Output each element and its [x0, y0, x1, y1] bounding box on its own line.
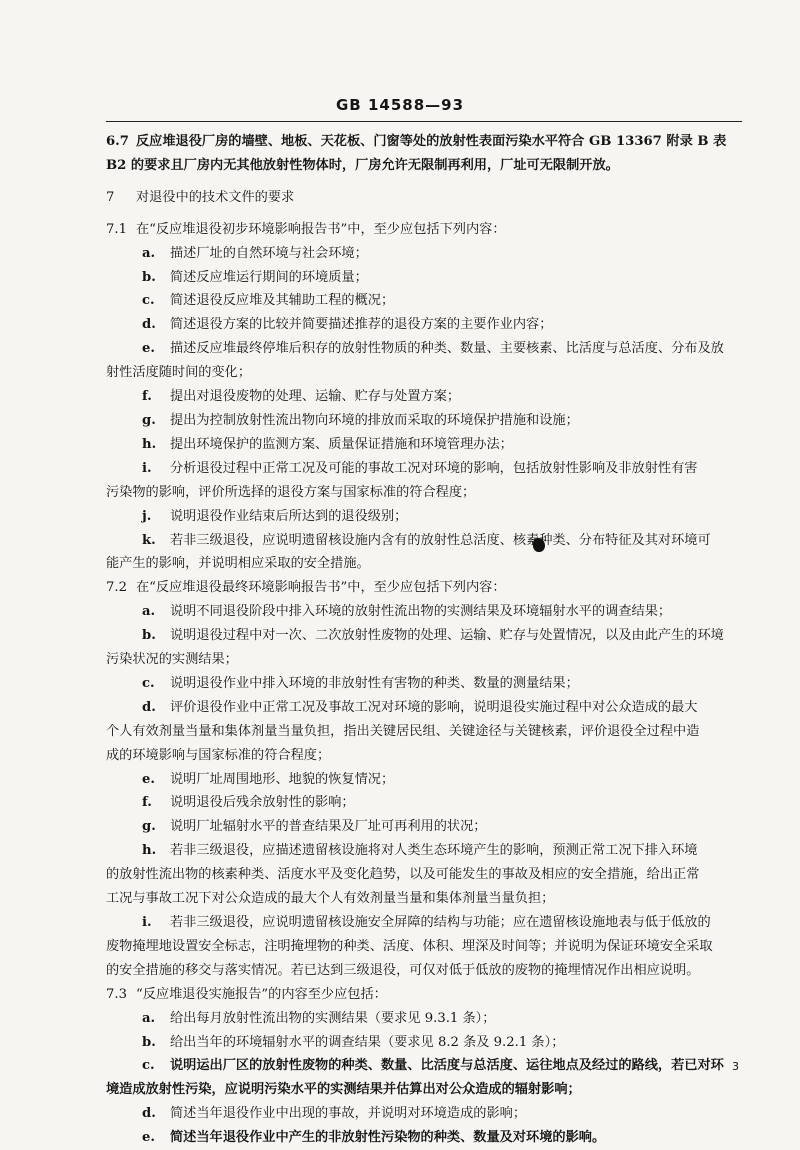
section-number: 7.3	[106, 986, 127, 1002]
list-item-line	[106, 768, 742, 792]
list-item-line	[106, 409, 742, 433]
list-item-label: i.	[142, 915, 152, 930]
list-item-label: i.	[142, 460, 152, 476]
list-item-line	[106, 457, 742, 481]
section-number: 7.2	[106, 580, 127, 596]
page-header: GB 14588—93	[335, 96, 465, 114]
section-7-2	[106, 576, 742, 982]
section-number: 7.1	[106, 221, 127, 237]
list-item-text: 工况与事故工况下对公众造成的最大个人有效剂量当量和集体剂量当量负担；	[106, 891, 555, 907]
list-item-label: c.	[142, 293, 155, 309]
list-item-line	[106, 863, 742, 887]
list-item-line	[106, 696, 742, 720]
list-item-line	[106, 600, 742, 624]
list-item-line	[106, 361, 742, 385]
list-item-text: 简述退役反应堆及其辅助工程的概况；	[170, 293, 395, 309]
section-intro	[106, 983, 742, 1007]
list-item-text: 若非三级退役，应描述遗留核设施将对人类生态环境产生的影响，预测正常工况下排入环境	[170, 843, 698, 859]
list-item-text: 说明退役作业结束后所达到的退役级别；	[170, 508, 408, 524]
document-body	[106, 130, 742, 1150]
list-item-label: d.	[142, 317, 156, 333]
list-item-label: e.	[142, 771, 155, 787]
list-item-text: 说明不同退役阶段中排入环境的放射性流出物的实测结果及环境辐射水平的调查结果；	[170, 604, 672, 620]
list-item-line	[106, 1078, 742, 1102]
list-item-label: j.	[142, 508, 152, 524]
list-item-line	[106, 242, 742, 266]
list-item-line	[106, 1126, 742, 1150]
list-item-line	[106, 935, 742, 959]
list-item-label: d.	[142, 699, 156, 715]
list-item-text: 说明厂址周围地形、地貌的恢复情况；	[170, 771, 395, 787]
list-item-label: b.	[142, 1034, 156, 1050]
list-item-line	[106, 505, 742, 529]
list-item-line	[106, 624, 742, 648]
list-item-text: 描述反应堆最终停堆后积存的放射性物质的种类、数量、主要核素、比活度与总活度、分布及放	[170, 341, 724, 357]
list-item-text: 废物掩埋地设置安全标志，注明掩埋物的种类、活度、体积、埋深及时间等；并说明为保证环境安全采取	[106, 938, 713, 954]
list-item-line	[106, 1102, 742, 1126]
list-item-line	[106, 720, 742, 744]
list-item-text: 说明退役作业中排入环境的非放射性有害物的种类、数量的测量结果；	[170, 675, 579, 691]
list-item-label: c.	[142, 675, 155, 691]
list-item-text: 境造成放射性污染，应说明污染水平的实测结果并估算出对公众造成的辐射影响；	[106, 1082, 581, 1098]
header-rule	[106, 121, 742, 122]
section-6-7	[106, 130, 742, 178]
list-item-label: k.	[142, 532, 156, 548]
section-6-7-line-2: B2 的要求且厂房内无其他放射性物体时，厂房允许无限制再利用，厂址可无限制开放。	[106, 157, 619, 173]
list-item-label: f.	[142, 795, 152, 811]
list-item-label: d.	[142, 1106, 156, 1122]
list-item-text: 的安全措施的移交与落实情况。若已达到三级退役，可仅对低于低放的废物的掩埋情况作出相应说明。	[106, 962, 700, 978]
list-item-line	[106, 744, 742, 768]
list-item-line	[106, 433, 742, 457]
list-item-text: 提出环境保护的监测方案、质量保证措施和环境管理办法；	[170, 436, 513, 452]
list-item-label: b.	[142, 269, 156, 285]
section-number: 6.7	[106, 134, 129, 149]
list-item-line	[106, 481, 742, 505]
list-item-label: a.	[142, 604, 156, 620]
list-item-line	[106, 313, 742, 337]
list-item-label: c.	[142, 1058, 155, 1074]
list-item-line	[106, 815, 742, 839]
section-intro	[106, 576, 742, 600]
list-item-text: 污染状况的实测结果；	[106, 652, 238, 668]
list-item-text: 说明厂址辐射水平的普查结果及厂址可再利用的状况；	[170, 819, 487, 835]
list-item-text: 提出对退役废物的处理、运输、贮存与处置方案；	[170, 389, 461, 405]
list-item-label: a.	[142, 245, 156, 261]
section-7-3	[106, 983, 742, 1150]
list-item-label: e.	[142, 1130, 155, 1146]
section-intro-text: 在“反应堆退役初步环境影响报告书”中，至少应包括下列内容：	[136, 221, 506, 237]
list-item-label: a.	[142, 1010, 156, 1026]
list-item-line	[106, 1031, 742, 1055]
section-intro	[106, 218, 742, 242]
list-item-label: h.	[142, 843, 157, 859]
list-item-label: h.	[142, 436, 157, 452]
list-item-line	[106, 529, 742, 553]
list-item-line	[106, 289, 742, 313]
list-item-text: 的放射性流出物的核素种类、活度水平及变化趋势，以及可能发生的事故及相应的安全措施，给出正常	[106, 867, 700, 883]
section-title: 对退役中的技术文件的要求	[136, 189, 295, 205]
list-item-text: 给出每月放射性流出物的实测结果（要求见 9.3.1 条）；	[170, 1010, 496, 1026]
list-item-label: g.	[142, 412, 156, 428]
list-item-line	[106, 911, 742, 935]
list-item-line	[106, 266, 742, 290]
list-item-text: 能产生的影响，并说明相应采取的安全措施。	[106, 556, 370, 572]
list-item-text: 评价退役作业中正常工况及事故工况对环境的影响，说明退役实施过程中对公众造成的最大	[170, 699, 698, 715]
list-item-text: 给出当年的环境辐射水平的调查结果（要求见 8.2 条及 9.2.1 条）；	[170, 1034, 565, 1050]
list-item-line	[106, 791, 742, 815]
section-7-heading	[106, 186, 742, 210]
list-item-text: 若非三级退役，应说明遗留核设施内含有的放射性总活度、核素种类、分布特征及其对环境可	[170, 532, 711, 548]
list-item-line	[106, 337, 742, 361]
list-item-line	[106, 839, 742, 863]
list-item-text: 说明运出厂区的放射性废物的种类、数量、比活度与总活度、运往地点及经过的路线，若已对环	[170, 1058, 724, 1074]
section-intro-text: 在“反应堆退役最终环境影响报告书”中，至少应包括下列内容：	[136, 580, 506, 596]
section-7-1	[106, 218, 742, 577]
list-item-text: 描述厂址的自然环境与社会环境；	[170, 245, 368, 261]
list-item-text: 射性活度随时间的变化；	[106, 365, 252, 381]
list-item-label: b.	[142, 628, 156, 644]
list-item-label: e.	[142, 341, 155, 357]
list-item-text: 分析退役过程中正常工况及可能的事故工况对环境的影响，包括放射性影响及非放射性有害	[170, 460, 698, 476]
page-number: 3	[732, 1060, 739, 1073]
list-item-text: 提出为控制放射性流出物向环境的排放而采取的环境保护措施和设施；	[170, 412, 579, 428]
list-item-text: 简述当年退役作业中出现的事故，并说明对环境造成的影响；	[170, 1106, 527, 1122]
list-item-label: f.	[142, 389, 152, 405]
list-item-text: 个人有效剂量当量和集体剂量当量负担，指出关键居民组、关键途径与关键核素，评价退役全过程中造	[106, 723, 700, 739]
list-item-line	[106, 385, 742, 409]
section-6-7-line-1: 6.7 反应堆退役厂房的墙壁、地板、天花板、门窗等处的放射性表面污染水平符合 GB 13367 附录 B 表	[106, 130, 742, 154]
list-item-text: 简述当年退役作业中产生的非放射性污染物的种类、数量及对环境的影响。	[170, 1130, 606, 1146]
list-item-line	[106, 959, 742, 983]
section-intro-text: “反应堆退役实施报告”的内容至少应包括：	[136, 986, 387, 1002]
list-item-text: 简述反应堆运行期间的环境质量；	[170, 269, 368, 285]
list-item-line	[106, 648, 742, 672]
list-item-text: 说明退役过程中对一次、二次放射性废物的处理、运输、贮存与处置情况，以及由此产生的环境	[170, 628, 724, 644]
list-item-text: 污染物的影响，评价所选择的退役方案与国家标准的符合程度；	[106, 484, 476, 500]
list-item-line	[106, 552, 742, 576]
list-item-text: 说明退役后残余放射性的影响；	[170, 795, 355, 811]
list-item-line	[106, 887, 742, 911]
list-item-text: 若非三级退役，应说明遗留核设施安全屏障的结构与功能；应在遗留核设施地表与低于低放的	[170, 915, 711, 930]
list-item-line	[106, 1007, 742, 1031]
section-number: 7	[106, 189, 115, 205]
list-item-line	[106, 1054, 742, 1078]
list-item-line	[106, 672, 742, 696]
list-item-label: g.	[142, 819, 156, 835]
list-item-text: 成的环境影响与国家标准的符合程度；	[106, 747, 331, 763]
list-item-text: 简述退役方案的比较并简要描述推荐的退役方案的主要作业内容；	[170, 317, 553, 333]
